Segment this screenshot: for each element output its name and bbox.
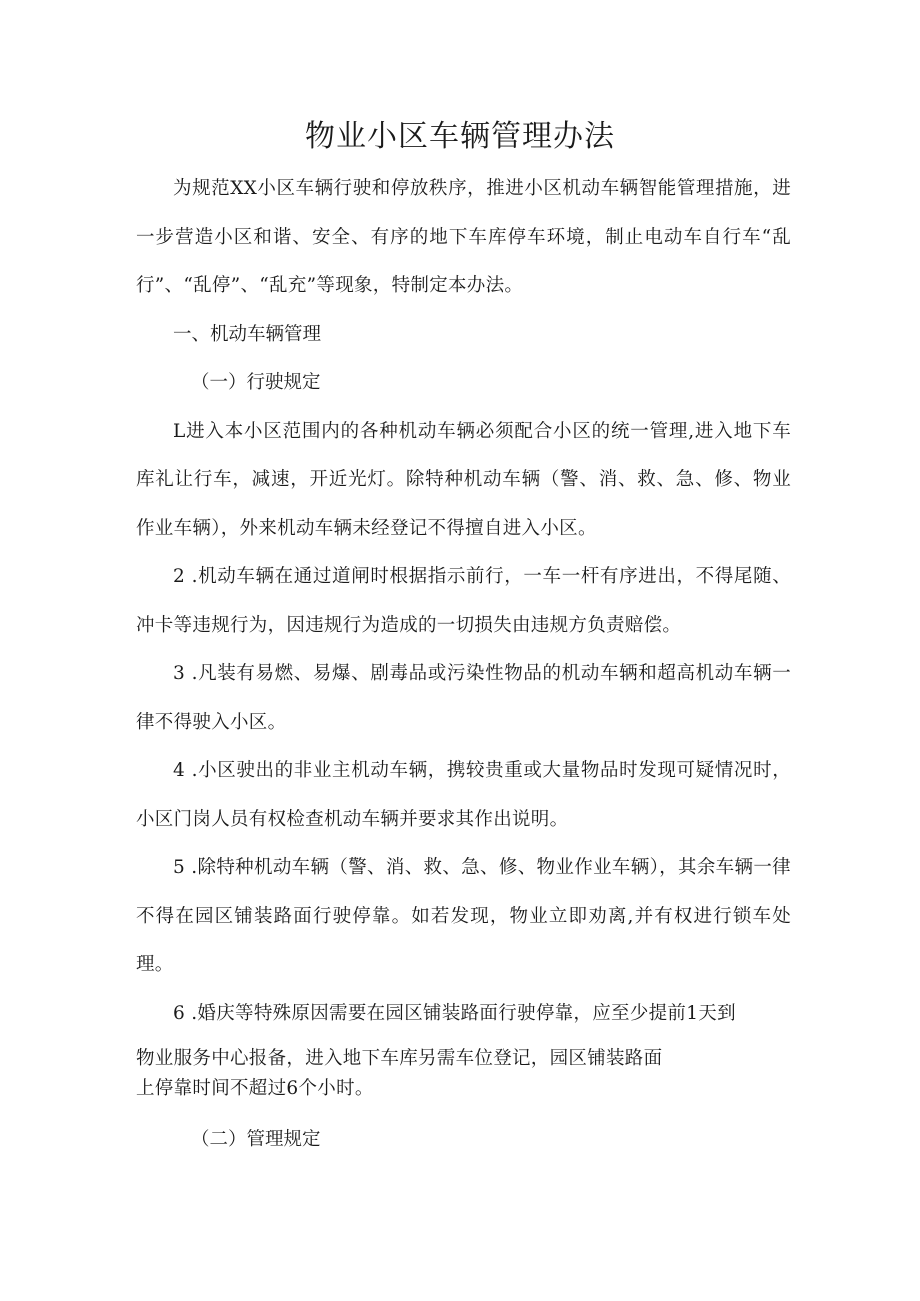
- rule-item-6-line-2: 物业服务中心报备，进入地下车库另需车位登记，园区铺装路面: [136, 1048, 663, 1069]
- rule-item-1: L进入本小区范围内的各种机动车辆必须配合小区的统一管理,进入地下车库礼让行车，减速，开近光灯。除特种机动车辆（警、消、救、急、修、物业作业车辆），外来机动车辆未经登记不得擅自进入小区。: [136, 420, 791, 539]
- rule-item-3: 3 .凡装有易燃、易爆、剧毒品或污染性物品的机动车辆和超高机动车辆一律不得驶入小区。: [136, 663, 791, 733]
- section-heading-motor-vehicles: 一、机动车辆管理: [173, 323, 322, 345]
- rule-item-5: 5 .除特种机动车辆（警、消、救、急、修、物业作业车辆），其余车辆一律不得在园区铺装路面行驶停靠。如若发现，物业立即劝离,并有权进行锁车处理。: [136, 857, 791, 975]
- rule-item-2: 2 .机动车辆在通过道闸时根据指示前行，一车一杆有序进出，不得尾随、冲卡等违规行为，因违规行为造成的一切损失由违规方负责赔偿。: [136, 566, 791, 636]
- subsection-heading-driving-rules: （一）行驶规定: [191, 372, 321, 393]
- document-title: 物业小区车辆管理办法: [305, 119, 615, 154]
- rule-item-6: [136, 990, 791, 1039]
- document-body: [136, 165, 791, 1165]
- intro-paragraph: 为规范XX小区车辆行驶和停放秩序，推进小区机动车辆智能管理措施，进一步营造小区和谐、安全、有序的地下车库停车环境，制止电动车自行车“乱行”、“乱停”、“乱充”等现象，特制定本办法。: [136, 178, 791, 296]
- rule-item-6-continuation: [136, 1044, 791, 1104]
- rule-item-6-line-3: 上停靠时间不超过6个小时。: [136, 1078, 374, 1099]
- subsection-heading-management-rules: （二）管理规定: [191, 1129, 321, 1150]
- rule-item-4: 4 .小区驶出的非业主机动车辆，携较贵重或大量物品时发现可疑情况时，小区门岗人员有权检查机动车辆并要求其作出说明。: [136, 760, 791, 830]
- rule-item-6-line-1: 6 .婚庆等特殊原因需要在园区铺装路面行驶停靠，应至少提前1天到: [173, 1002, 736, 1024]
